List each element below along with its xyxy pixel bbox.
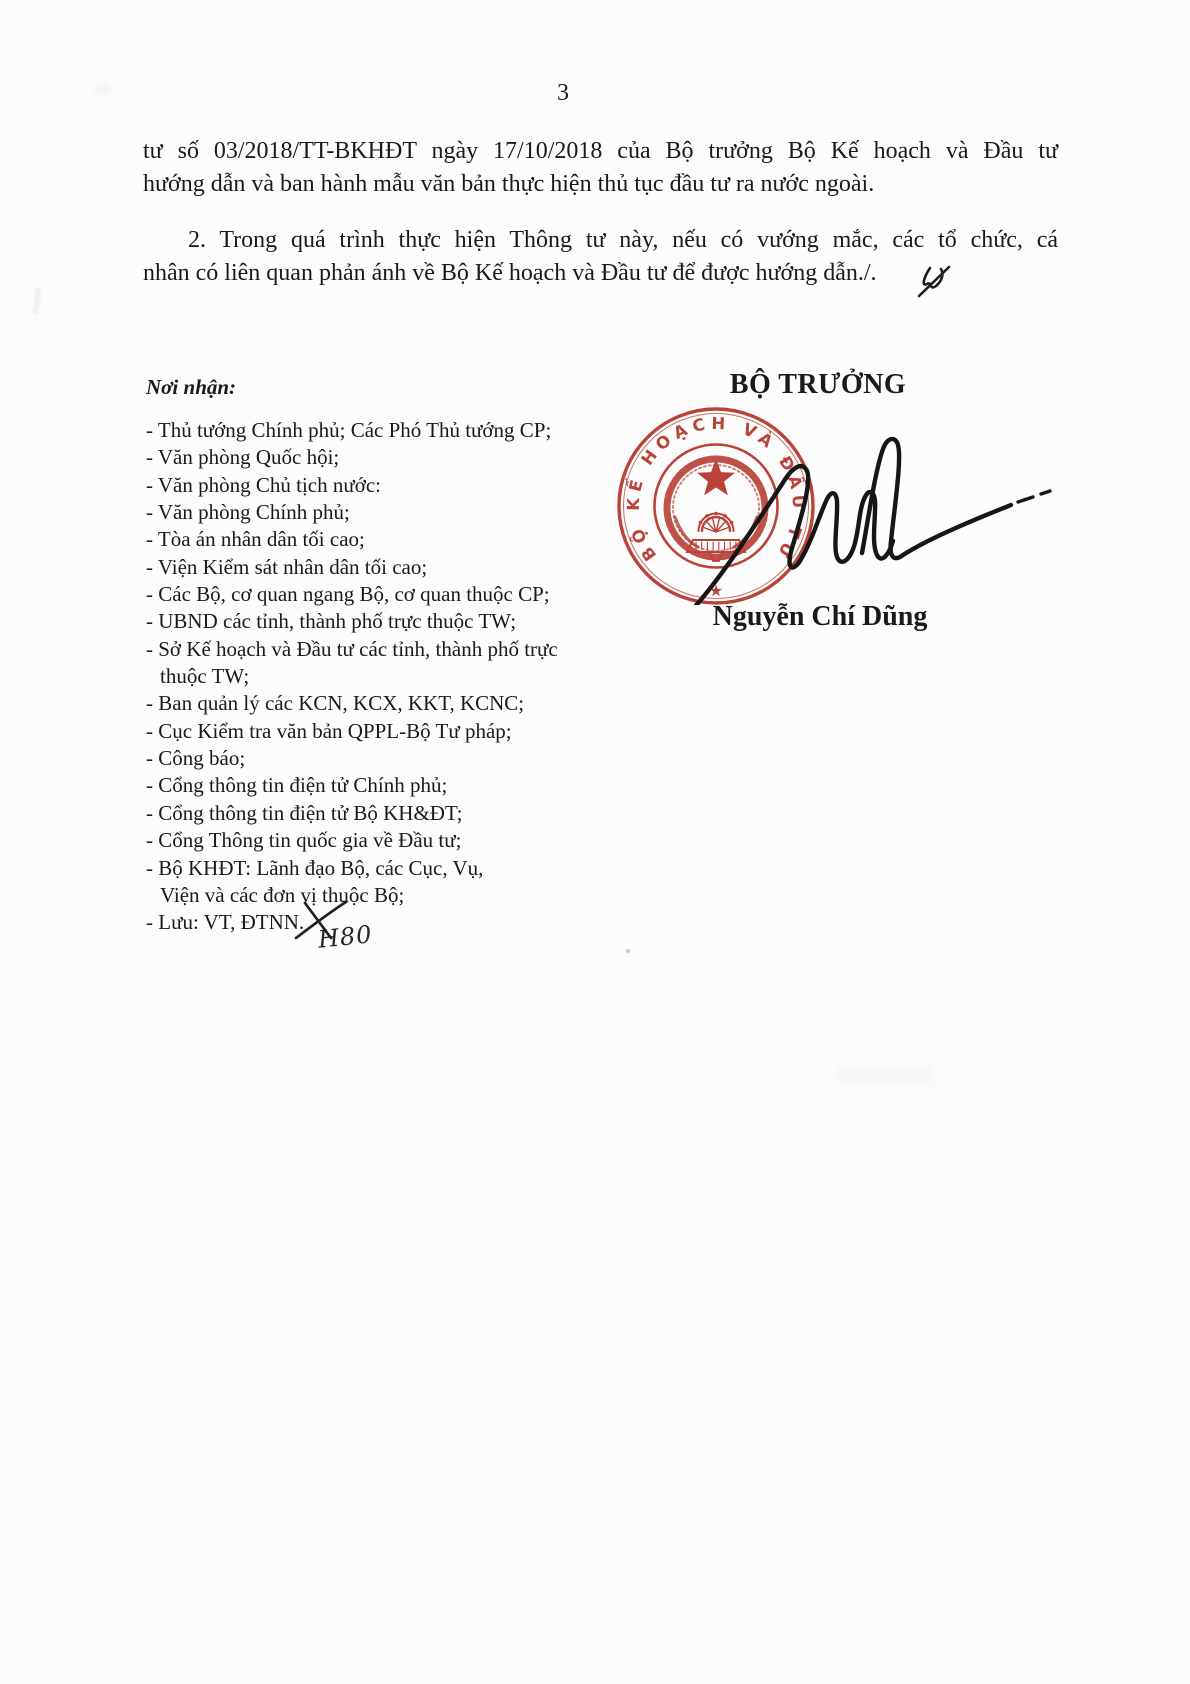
recipient-item: - Cổng thông tin điện tử Chính phủ; (146, 773, 448, 798)
recipient-item: - Văn phòng Chủ tịch nước: (146, 472, 381, 497)
recipient-item: - Sở Kế hoạch và Đầu tư các tỉnh, thành phố trực (146, 636, 558, 661)
recipient-item: - Viện Kiểm sát nhân dân tối cao; (146, 554, 428, 579)
recipient-item: - Thủ tướng Chính phủ; Các Phó Thủ tướng CP; (146, 418, 552, 442)
recipient-item: - Bộ KHĐT: Lãnh đạo Bộ, các Cục, Vụ, (146, 855, 484, 880)
recipient-item: - Cục Kiểm tra văn bản QPPL-Bộ Tư pháp; (146, 718, 512, 743)
scan-artifact-bottom (838, 1066, 933, 1084)
handwritten-note: H80 (316, 920, 374, 954)
body-line: hướng dẫn và ban hành mẫu văn bản thực hiện thủ tục đầu tư ra nước ngoài. (143, 171, 875, 197)
recipient-item: - Cổng thông tin điện tử Bộ KH&ĐT; (146, 800, 463, 825)
recipient-item: - Ban quản lý các KCN, KCX, KKT, KCNC; (146, 691, 525, 716)
scan-artifact-top (96, 84, 110, 94)
recipient-item: - Tòa án nhân dân tối cao; (146, 527, 365, 552)
seal-bottom-star: ★ (708, 581, 724, 600)
recipient-item: - Cổng Thông tin quốc gia về Đầu tư; (146, 828, 462, 853)
body-line: nhân có liên quan phản ánh về Bộ Kế hoạch và Đầu tư để được hướng dẫn./. (143, 260, 877, 286)
scan-artifact-edge (32, 288, 42, 315)
paraph-squiggle-mark (915, 260, 960, 305)
recipient-item: thuộc TW; (160, 664, 250, 689)
recipient-item: - Văn phòng Quốc hội; (146, 445, 340, 470)
handwritten-signature (600, 405, 1070, 605)
body-line: tư số 03/2018/TT-BKHĐT ngày 17/10/2018 của Bộ trưởng Bộ Kế hoạch và Đầu tư (143, 138, 1058, 164)
signer-title: BỘ TRƯỞNG (729, 369, 907, 400)
recipients-heading: Nơi nhận: (146, 375, 237, 399)
seal-curved-text: BỘ KẾ HOẠCH VÀ ĐẦU TƯ (623, 413, 809, 565)
recipients-block (146, 374, 616, 937)
body-line: 2. Trong quá trình thực hiện Thông tư này, nếu có vướng mắc, các tổ chức, cá (188, 227, 1058, 253)
recipient-item: Viện và các đơn vị thuộc Bộ; (160, 882, 405, 907)
recipient-item: - UBND các tỉnh, thành phố trực thuộc TW; (146, 609, 517, 634)
signer-name: Nguyễn Chí Dũng (712, 601, 928, 632)
recipient-item: - Các Bộ, cơ quan ngang Bộ, cơ quan thuộc CP; (146, 582, 550, 607)
scan-artifact-dot (626, 949, 630, 953)
recipient-item: - Công báo; (146, 746, 246, 771)
recipient-item: - Lưu: VT, ĐTNN. (146, 910, 305, 935)
recipients-list (146, 417, 616, 937)
page-number: 3 (557, 80, 569, 106)
recipient-item: - Văn phòng Chính phủ; (146, 500, 350, 525)
